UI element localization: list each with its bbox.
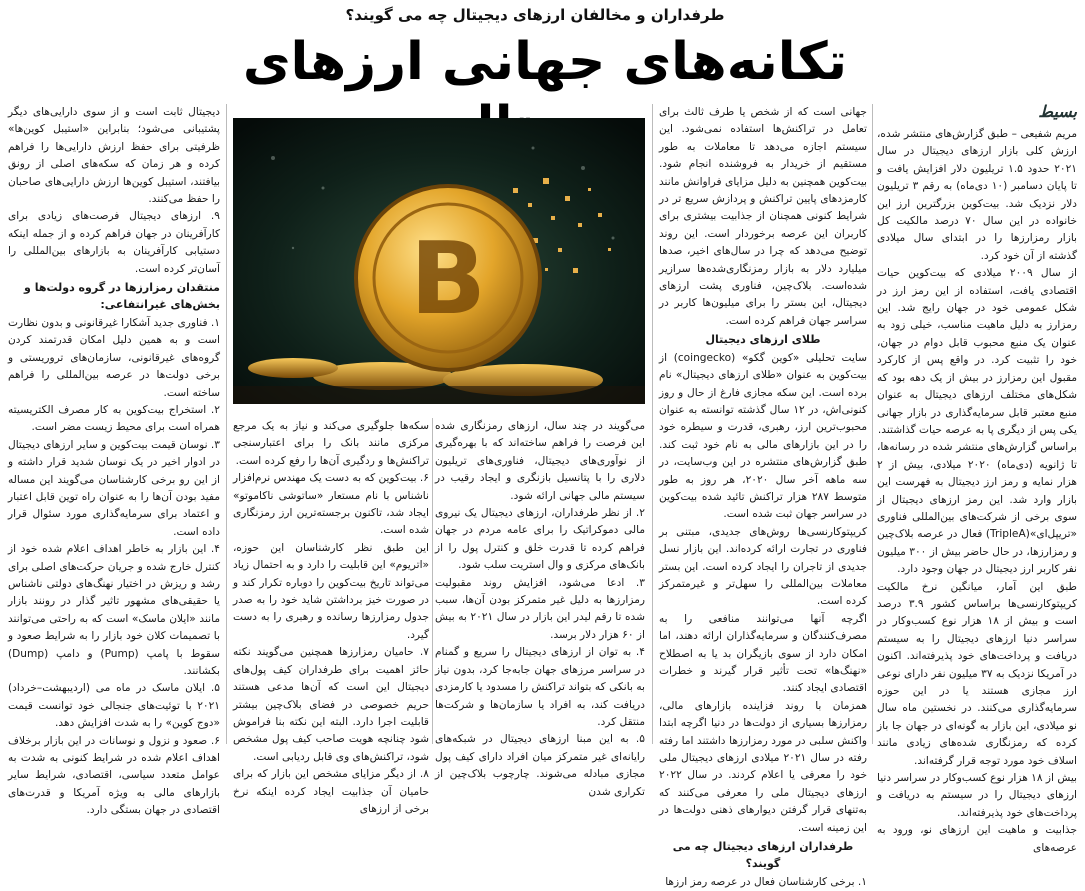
column-divider (652, 104, 653, 744)
publication-logo: بسیط (1038, 102, 1077, 121)
paragraph: طبق این آمار، میانگین نرخ مالکیت کریپتوکارنسی‌ها براساس کشور ۳.۹ درصد است و بیش از ۱۸ هزار نوع کسب‌وکار در سراسر دنیا ارزهای دیجیتال را به سیستم دریافت و پرداخت‌های خود پذیرفته‌اند. اکنون در آمریکا نزدیک به ۳۷ میلیون نفر دارای نوعی ارز مجازی هستند یا در این حوزه سرمایه‌گذاری می‌کنند. در نخستین ماه سال نو میلادی، این بازار به گونه‌ای در جهان جا باز کرده که رمزنگاری شده‌های زیادی مانند اسلاف خود مورد توجه قرار گرفته‌اند. (877, 580, 1077, 767)
paragraph: ۱. برخی کارشناسان فعال در عرصه رمز ارزها (665, 875, 867, 888)
article-column-3 (435, 418, 645, 798)
paragraph: از سال ۲۰۰۹ میلادی که بیت‌کوین حیات اقتصادی یافت، استفاده از این رمز ارز در شکل عمومی خود در جهان رایج شد. این رمزارز به دلیل ماهیت مناسب، خیلی زود به عنوان یک منبع محبوب قابل دوام در جهان، خود را تثبیت کرد. در واقع پس از کارکرد مقبول این رمزارز در بیش از یک دهه بود که شکل‌های مختلف ارزهای دیجیتال به عنوان منبع معتبر قابل سرمایه‌گذاری در بازار جهانی یکی پس از دیگری پا به عرصه حیات گذاشتند. (877, 267, 1077, 436)
paragraph: ۵. به این مبنا ارزهای دیجیتال در شبکه‌های رایانه‌ای غیر متمرکز میان افراد دارای کیف پول مجازی مبادله می‌شوند. چارچوب بلاک‌چین از تکراری شدن (435, 733, 645, 798)
paragraph: ۶. صعود و نزول و نوسانات در این بازار برخلاف اهداف اعلام شده در شرایط کنونی به شدت به عوامل متعدد سیاسی، اقتصادی، شرایط سایر بازارهای مالی به ویژه آمریکا و قدرت‌های اقتصادی در جهان بستگی دارد. (8, 734, 220, 817)
article-column-5 (8, 104, 220, 817)
column-divider (432, 418, 433, 744)
paragraph: ۷. حامیان رمزارزها همچنین می‌گویند نکته حائز اهمیت برای طرفداران کیف پول‌های دیجیتال این است که آن‌ها مدعی هستند حریم خصوصی در فضای بلاک‌چین بیشتر قابلیت اجرا دارد. البته این نکته بنا فراموش شود چنانچه هویت صاحب کیف پول مشخص شود، تراکنش‌های وی قابل ردیابی است. (233, 646, 429, 763)
paragraph: ۵. ایلان ماسک در ماه می (اردیبهشت–خرداد) ۲۰۲۱ با توئیت‌های جنجالی خود توانست قیمت «دوج کوین» را به شدت افزایش دهد. (8, 682, 220, 730)
article-kicker: طرفداران و مخالفان ارزهای دیجیتال چه می گویند؟ (345, 6, 725, 24)
paragraph: ۳. ادعا می‌شود، افزایش روند مقبولیت رمزارزها به دلیل غیر متمرکز بودن آن‌ها، سبب شده تا رقم لیدر این بازار در سال ۲۰۲۱ به بیش از ۶۰ هزار دلار برسد. (435, 576, 645, 641)
paragraph: این طبق نظر کارشناسان این حوزه، «اتریوم» این قابلیت را دارد و به احتمال زیاد می‌تواند تاریخ بیت‌کوین را دوباره تکرار کند و در صورت خیز برداشتن شاید خود را به صدر جدول رمزارزها رسانده و رهبری را به دست گیرد. (233, 541, 429, 641)
paragraph: ۳. نوسان قیمت بیت‌کوین و سایر ارزهای دیجیتال در ادوار اخیر در یک نوسان شدید قرار داشته و از این رو برخی کارشناسان می‌گویند این مساله مفید بودن آن‌ها را به عنوان راه توین قابل اعتبار و اعتماد برای سرمایه‌گذاری مورد سئوال قرار داده است. (8, 438, 220, 538)
paragraph: دیجیتال ثابت است و از سوی دارایی‌های دیگر پشتیبانی می‌شود؛ بنابراین «استیبل کوین‌ها» ظرفیتی برای حفظ ارزش دارایی‌ها را فراهم کرده و هر زمان که سکه‌های اصلی از رونق بیافتند، استیبل کوین‌ها ارزش دارایی‌های صاحبان را حفظ می‌کنند. (8, 106, 220, 206)
section-heading: طرفداران ارزهای دیجیتال چه می گویند؟ (672, 840, 854, 871)
article-headline: تکانه‌های جهانی ارزهای (242, 32, 848, 92)
article-column-1 (877, 126, 1077, 854)
paragraph: ۴. به توان از ارزهای دیجیتال را سریع و گمنام در سراسر مرزهای جهان جابه‌جا کرد، بدون نیاز به بانکی که بتواند تراکنش را مسدود یا کارمزدی دریافت کند، به افراد یا سازمان‌ها و شرکت‌ها منتقل کرد. (435, 646, 645, 728)
section-heading: منتقدان رمزارزها در گروه دولت‌ها و بخش‌های غیرانتفاعی: (24, 281, 220, 312)
svg-text:B: B (409, 220, 487, 337)
section-heading: طلای ارزهای دیجیتال (705, 333, 821, 347)
paragraph: می‌گویند در چند سال، ارزهای رمزنگاری شده این فرصت را فراهم ساخته‌اند که با بهره‌گیری از نوآوری‌های دیجیتال، فناوری‌های تریلیون دلاری را با پتانسیل بازنگری و ایجاد رقیب در سیستم مالی جهانی ارائه شود. (435, 420, 645, 502)
paragraph: سایت تحلیلی «کوین گکو» (coingecko) از بیت‌کوین به عنوان «طلای ارزهای دیجیتال» نام برده است. این سکه مجازی فارغ از حال و روز کنونی‌اش، در ۱۲ سال گذشته توانسته به عنوان محبوب‌ترین ارز، رهبری، قدرت و سیطره خود را در این بازارهای مالی به نام خود ثبت کند. طبق گزارش‌های منتشره در این وب‌سایت، در سه ماهه آخر سال ۲۰۲۰، هر روز به طور متوسط ۲۸۷ هزار تراکنش تائید شده بیت‌کوین در سراسر جهان ثبت شده است. (659, 351, 867, 521)
bitcoin-illustration (233, 118, 645, 404)
column-divider (226, 104, 227, 744)
paragraph: اگرچه آنها می‌توانند منافعی را به مصرف‌کنندگان و سرمایه‌گذاران ارائه دهند، اما امکان دارد از سوی بازیگران بد یا به اصطلاح «نهنگ‌ها» تحت تأثیر قرار گیرند و خطرات اقتصادی ایجاد کنند. (659, 612, 867, 695)
paragraph: ۹. ارزهای دیجیتال فرصت‌های زیادی برای کارآفرینان در جهان فراهم کرده و از جمله اینکه دستیابی کارآفرینان به بازارهای بین‌المللی را آسان‌تر کرده است. (8, 210, 220, 275)
paragraph: کریپتوکارنسی‌ها روش‌های جدیدی، مبتنی بر فناوری در تجارت ارائه کرده‌اند. این بازار نسل جدیدی از تاجران را ایجاد کرده است. این بستر معاملات بین‌المللی را سهل‌تر و غیرمتمرکز کرده است. (659, 525, 867, 608)
paragraph: ۲. از نظر طرفداران، ارزهای دیجیتال یک نیروی مالی دموکراتیک را برای عامه مردم در جهان فراهم کرده تا قدرت خلق و کنترل پول را از بانک‌های مرکزی و وال استریت سلب شود. (435, 507, 645, 572)
article-column-4 (232, 418, 429, 815)
paragraph: همزمان با روند فزاینده بازارهای مالی، رمزارزها بسیاری از دولت‌ها در دنیا اگرچه ابتدا واکنش سلبی در مورد رمزارزها داشتند اما رفته رفته در سال ۲۰۲۱ میلادی ارزهای دیجیتال ملی خود را معرفی یا اعلام کردند. در سال ۲۰۲۲ ارزهای دیجیتال ملی را معرفی می‌کنند که به‌تنهای قرار گرفتن دیوارهای ذهنی دولت‌ها در این زمینه است. (659, 699, 868, 834)
paragraph: ۱. فناوری جدید آشکارا غیرقانونی و بدون نظارت است و به همین دلیل امکان قدرتمند کردن گروه‌های غیرقانونی، سازمان‌های تروریستی و برخی دولت‌ها در عرصه بین‌المللی را فراهم ساخته است. (8, 316, 220, 399)
article-column-2 (659, 104, 868, 888)
paragraph: سکه‌ها جلوگیری می‌کند و نیاز به یک مرجع مرکزی مانند بانک را برای اعتبارسنجی تراکنش‌ها و ردگیری آن‌ها را رفع کرده است. (233, 420, 429, 467)
bitcoin-photo (233, 118, 645, 404)
paragraph: ۲. استخراج بیت‌کوین به کار مصرف الکتریسیته همراه است برای محیط زیست مضر است. (8, 403, 220, 434)
paragraph: ۸. از دیگر مزایای مشخص این بازار که برای حامیان آن جذابیت ایجاد کرده اینکه نرخ برخی از ارزهای (233, 768, 429, 815)
paragraph: براساس گزارش‌های منتشر شده در رسانه‌ها، تا ژانویه (دی‌ماه) ۲۰۲۰ میلادی، بیش از ۲ هزار نمایه و رمز ارز دیجیتال به فهرست این بازار وارد شد. این رمز ارزهای دیجیتال از سوی برخی از شرکت‌های بین‌المللی فناوری «تریپل‌ای»(TripleA) فعال در عرصه بلاک‌چین و رمزارزها، در حال حاضر بیش از ۳۰۰ میلیون نفر کاربر ارز دیجیتال در جهان وجود دارد. (877, 441, 1077, 576)
paragraph: جهانی است که از شخص یا طرف ثالث برای تعامل در تراکنش‌ها استفاده نمی‌شود. این سیستم اجازه می‌دهد تا معاملات به طور مستقیم از خریدار به فروشنده انجام شود. بیت‌کوین همچنین به دلیل مزایای فراوانش مانند کارمزدهای پایین تراکنش و پردازش سریع تر در شرایط کنونی همچنان از جذابیت بیشتری برای کاربران این عرصه برخوردار است. این روند توضیح می‌دهد که چرا در سال‌های اخیر، صدها میلیارد دلار به بازار رمزنگاری‌شده‌ها سرازیر شده‌است. بلاک‌چین، فناوری پشت ارزهای دیجیتال، این بستر را برای میلیون‌ها کاربر در سراسر جهان فراهم کرده است. (659, 106, 867, 327)
paragraph: ۶. بیت‌کوین که به دست یک مهندس نرم‌افزار ناشناس با نام مستعار «ساتوشی ناکاموتو» ایجاد شد، تاکنون برجسته‌ترین ارز رمزنگاری شده است. (232, 472, 429, 537)
paragraph: ۴. این بازار به خاطر اهداف اعلام شده خود از کنترل خارج شده و جریان حرکت‌های اصلی برای رشد و ریزش در اختیار نهنگ‌های دولتی ناشناس یا حقیقی‌های مشهور تاثیر گذار در رونند بازار مانند «ایلان ماسک» است که به راحتی می‌توانند با تصمیمات کلان خود بازار را به شرایط صعود و سقوط با پامپ (Pump) و دامپ (Dump) بکشانند. (8, 543, 220, 677)
paragraph: بیش از ۱۸ هزار نوع کسب‌وکار در سراسر دنیا ارزهای دیجیتال را در سیستم به دریافت و پرداخت‌های خود پذیرفته‌اند. (877, 772, 1077, 819)
paragraph: جذابیت و ماهیت این ارزهای نو، ورود به عرصه‌های (877, 824, 1077, 854)
column-divider (872, 104, 873, 744)
paragraph: مریم شفیعی – طبق گزارش‌های منتشر شده، ارزش کلی بازار ارزهای دیجیتال در سال ۲۰۲۱ حدود ۱.۵ تریلیون دلار افزایش یافت و تا پایان دسامبر (۱۰ دی‌ماه) به رقم ۳ تریلیون دلار نزدیک شد. بیت‌کوین بزرگترین ارز این خانواده در این سال ۷۰ درصد مالکیت کل بازار رمزارزها را در ابتدای سال میلادی گذشته از آن خود کرد. (877, 128, 1077, 262)
